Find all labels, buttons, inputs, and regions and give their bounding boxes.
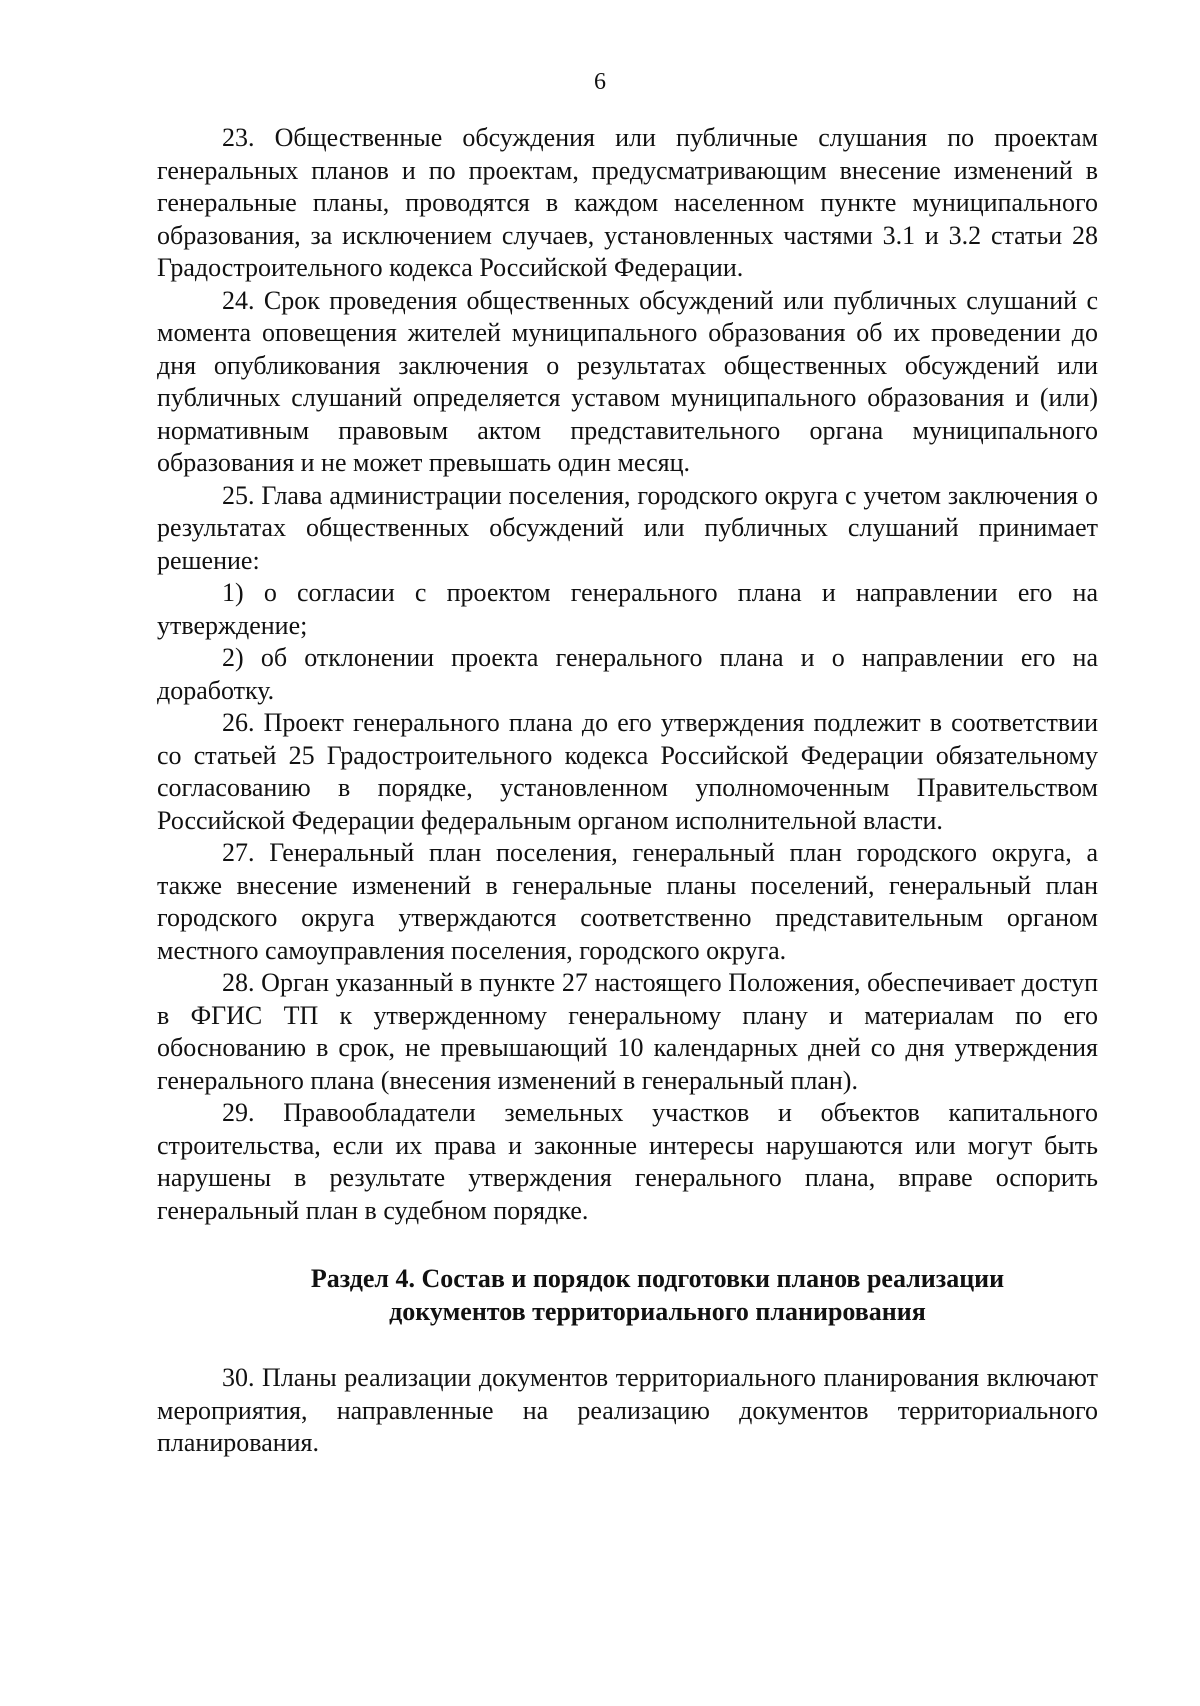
paragraph-26: 26. Проект генерального плана до его утверждения подлежит в соответствии со статьей 25 Градостроительного кодекса Российской Федерации обязательному согласованию в порядке, установленном уполномоченным Правительством Российской Федерации федеральным органом исполнительной власти. (157, 708, 1098, 835)
paragraph-28: 28. Орган указанный в пункте 27 настоящего Положения, обеспечивает доступ в ФГИС ТП к утвержденному генеральному плану и материалам по его обоснованию в срок, не превышающий 10 календарных дней со дня утверждения генерального плана (внесения изменений в генеральный план). (157, 968, 1098, 1095)
paragraph-25: 25. Глава администрации поселения, городского округа с учетом заключения о результатах общественных обсуждений или публичных слушаний принимает решение: (157, 480, 1098, 575)
paragraph-24: 24. Срок проведения общественных обсуждений или публичных слушаний с момента оповещения жителей муниципального образования об их проведении до дня опубликования заключения о результатах общественных обсуждений или публичных слушаний определяется уставом муниципального образования и (или) нормативным правовым актом представительного органа муниципального образования и не может превышать один месяц. (157, 285, 1098, 477)
paragraph-29: 29. Правообладатели земельных участков и объектов капитального строительства, если их права и законные интересы нарушаются или могут быть нарушены в результате утверждения генерального плана, вправе оспорить генеральный план в судебном порядке. (157, 1098, 1098, 1225)
page-number: 6 (594, 69, 606, 95)
section-heading-line-1: Раздел 4. Состав и порядок подготовки планов реализации (310, 1264, 1005, 1293)
paragraph-27: 27. Генеральный план поселения, генеральный план городского округа, а также внесение изменений в генеральные планы поселений, генеральный план городского округа утверждаются соответственно представительным органом местного самоуправления поселения, городского округа. (157, 838, 1098, 965)
paragraph-23: 23. Общественные обсуждения или публичные слушания по проектам генеральных планов и по проектам, предусматривающим внесение изменений в генеральные планы, проводятся в каждом населенном пункте муниципального образования, за исключением случаев, установленных частями 3.1 и 3.2 статьи 28 Градостроительного кодекса Российской Федерации. (157, 123, 1098, 282)
document-body (157, 122, 1098, 1460)
paragraph-30: 30. Планы реализации документов территориального планирования включают мероприятия, направленные на реализацию документов территориального планирования. (157, 1363, 1098, 1457)
paragraph-25-item-2: 2) об отклонении проекта генерального плана и о направлении его на доработку. (157, 643, 1098, 705)
section-heading-line-2: документов территориального планирования (389, 1296, 926, 1326)
section-heading (157, 1263, 1098, 1328)
paragraph-25-item-1: 1) о согласии с проектом генерального плана и направлении его на утверждение; (157, 578, 1098, 640)
